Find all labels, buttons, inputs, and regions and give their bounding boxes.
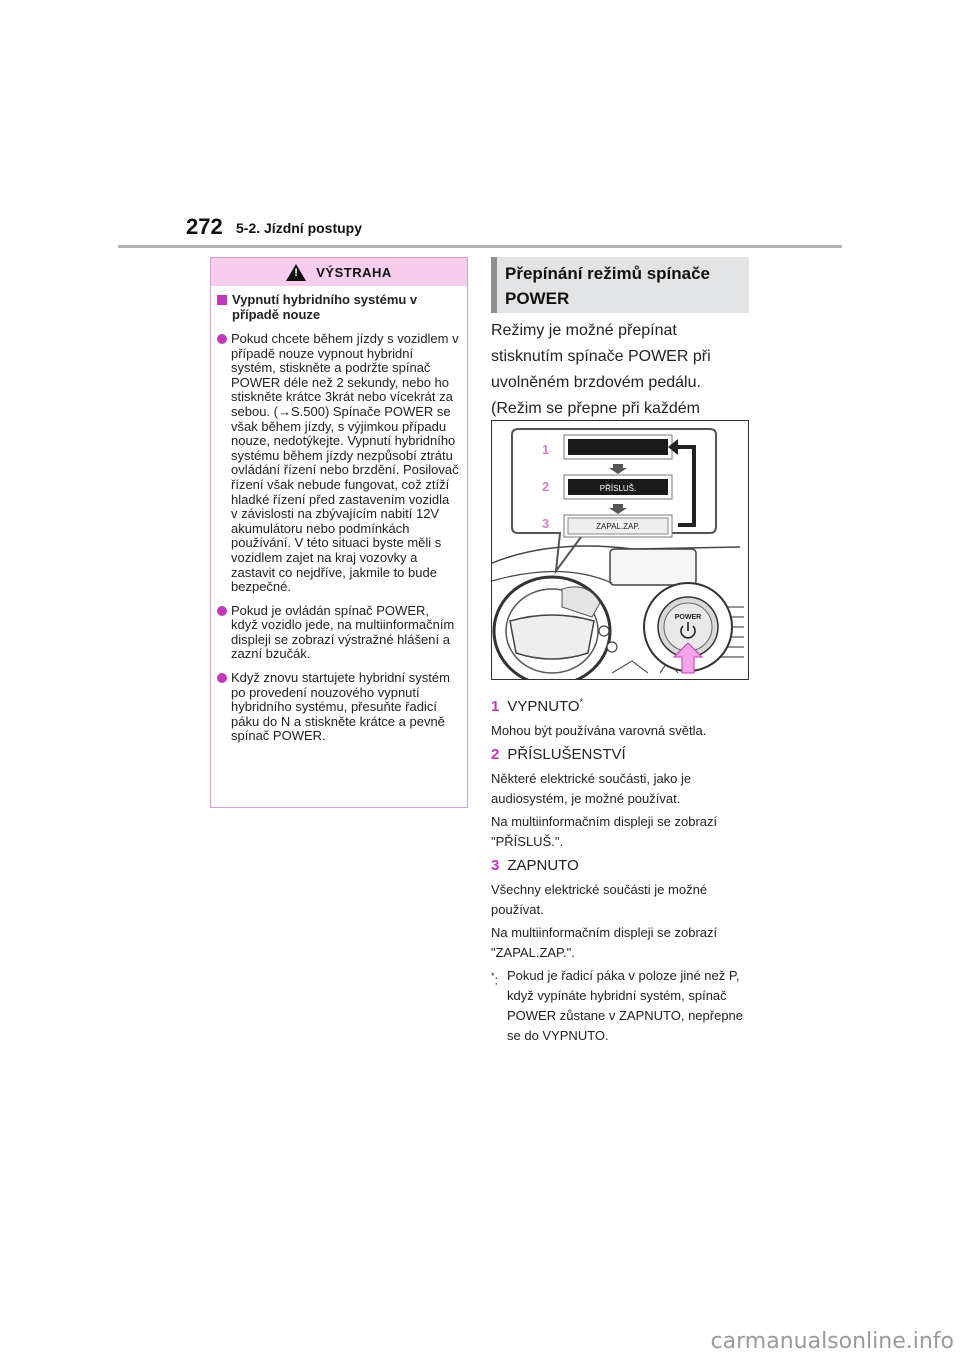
warning-box bbox=[210, 257, 468, 808]
warning-triangle-icon bbox=[286, 264, 306, 281]
footnote-marker: * bbox=[579, 697, 584, 707]
switch-dot bbox=[607, 642, 617, 652]
mode-description: Na multiinformačním displeji se zobrazí "PŘÍSLUŠ.". bbox=[491, 814, 718, 849]
switch-dot bbox=[599, 626, 609, 636]
footnote-text: Pokud je řadicí páka v poloze jiné než P, když vypínáte hybridní systém, spínač POWER zůstane v ZAPNUTO, nepřepne se do VYPNUTO. bbox=[507, 968, 744, 1043]
warning-item bbox=[217, 332, 459, 595]
mode-display-text-3: ZAPAL.ZAP. bbox=[596, 522, 640, 531]
mode-item-3 bbox=[491, 856, 753, 876]
illustration-svg bbox=[492, 421, 748, 679]
warning-header bbox=[211, 258, 467, 286]
mode-number-3: 3 bbox=[542, 516, 550, 531]
steering-hub bbox=[510, 615, 594, 659]
section-heading bbox=[491, 257, 749, 313]
mode-name-text: VYPNUTO bbox=[507, 698, 580, 715]
watermark: carmanualsonline.info bbox=[710, 1329, 954, 1354]
round-bullet-icon bbox=[217, 334, 227, 344]
mode-description: Některé elektrické součásti, jako je audiosystém, je možné používat. bbox=[491, 771, 692, 806]
section-heading-line2: POWER bbox=[505, 289, 570, 308]
power-button-label: POWER bbox=[674, 614, 702, 621]
round-bullet-icon bbox=[217, 673, 227, 683]
mode-name: ZAPNUTO bbox=[507, 857, 579, 874]
mode-description: Mohou být používána varovná světla. bbox=[491, 723, 707, 738]
mode-display-1 bbox=[568, 439, 668, 455]
footnote-colon: : bbox=[494, 972, 499, 988]
footnote-star: * bbox=[491, 971, 495, 981]
mode-item-2 bbox=[491, 745, 753, 765]
mode-display-text-2: PŘÍSLUŠ. bbox=[599, 484, 637, 493]
footnote bbox=[491, 966, 753, 1046]
warning-subheading-text: Vypnutí hybridního systému v případě nouze bbox=[232, 292, 418, 322]
round-bullet-icon bbox=[217, 606, 227, 616]
instrument-hood bbox=[562, 587, 600, 617]
section-title: 5-2. Jízdní postupy bbox=[236, 220, 363, 236]
mode-number-2: 2 bbox=[542, 479, 550, 494]
power-switch-illustration bbox=[491, 420, 749, 680]
warning-item-text: Pokud chcete během jízdy s vozidlem v případě nouze vypnout hybridní systém, stiskněte a podržte spínač POWER déle než 2 sekundy, nebo ho stiskněte krátce 3krát nebo vícekrát za sebou. (→S.500) Spínače POWER se však během jízdy, s výjimkou případu nouze, nedotýkejte. Vypnutí hybridního systému během jízdy nezpůsobí ztrátu ovládání řízení nebo brzdění. Posilovač řízení však nebude fungovat, což ztíží hladké řízení před zastavením vozidla v závislosti na zbývajícím nabití 12V akumulátoru nebo podmínkách používání. V této situaci byste měli s vozidlem zajet na kraj vozovky a zastavit co nejdříve, jakmile to bude bezpečné. bbox=[231, 331, 459, 595]
center-display bbox=[610, 549, 696, 585]
footnote-marker bbox=[491, 966, 503, 1046]
warning-subheading bbox=[217, 292, 459, 322]
mode-number: 2 bbox=[491, 746, 500, 763]
mode-name bbox=[507, 692, 583, 717]
section-intro: Režimy je možné přepínat stisknutím spínače POWER při uvolněném brzdovém pedálu. (Režim se přepne při každém bbox=[491, 322, 711, 417]
square-bullet-icon bbox=[217, 295, 227, 305]
mode-name: PŘÍSLUŠENSTVÍ bbox=[507, 746, 626, 763]
page-number: 272 bbox=[186, 214, 223, 239]
warning-item-text: Když znovu startujete hybridní systém po provedení nouzového vypnutí hybridního systému, přesuňte řadicí páku do N a stiskněte krátce a pevně spínač POWER. bbox=[231, 670, 450, 744]
warning-item bbox=[217, 671, 459, 744]
mode-number-1: 1 bbox=[542, 442, 550, 457]
warning-item bbox=[217, 604, 459, 662]
mode-item-1 bbox=[491, 692, 753, 717]
mode-description: Všechny elektrické součásti je možné používat. bbox=[491, 882, 708, 917]
section-heading-line1: Přepínání režimů spínače bbox=[505, 264, 711, 283]
mode-list bbox=[491, 688, 753, 1046]
mode-description: Na multiinformačním displeji se zobrazí "ZAPAL.ZAP.". bbox=[491, 925, 718, 960]
header-divider bbox=[118, 245, 842, 248]
mode-number: 1 bbox=[491, 698, 500, 715]
mode-number: 3 bbox=[491, 857, 500, 874]
warning-label: VÝSTRAHA bbox=[316, 264, 392, 280]
warning-item-text: Pokud je ovládán spínač POWER, když vozidlo jede, na multiinformačním displeji se zobrazí výstražné hlášení a zazní bzučák. bbox=[231, 602, 455, 662]
